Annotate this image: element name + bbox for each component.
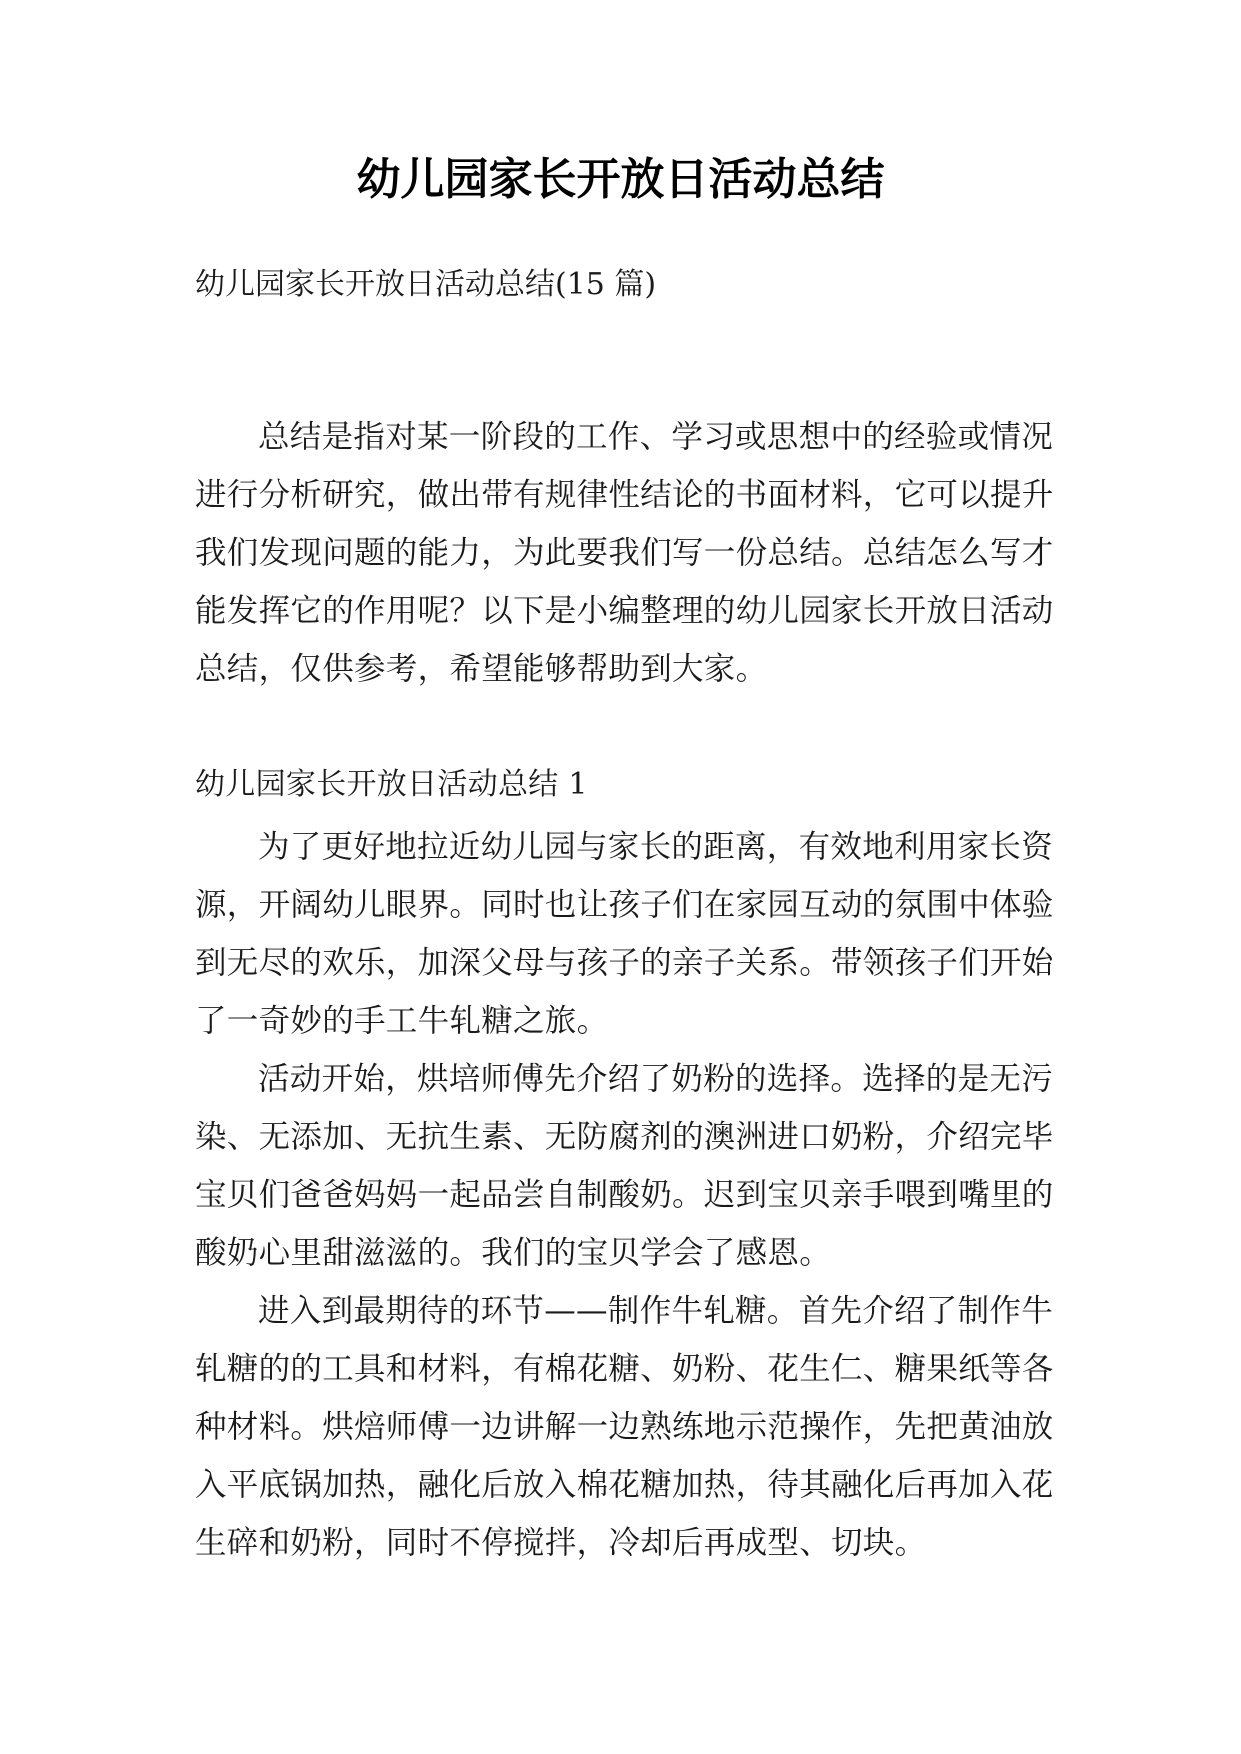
intro-paragraph: 总结是指对某一阶段的工作、学习或思想中的经验或情况进行分析研究，做出带有规律性结论的书面材料，它可以提升我们发现问题的能力，为此要我们写一份总结。总结怎么写才能发挥它的作用呢？以下是小编整理的幼儿园家长开放日活动总结，仅供参考，希望能够帮助到大家。: [195, 419, 1054, 687]
section-paragraph: 活动开始，烘培师傅先介绍了奶粉的选择。选择的是无污染、无添加、无抗生素、无防腐剂的澳洲进口奶粉，介绍完毕宝贝们爸爸妈妈一起品尝自制酸奶。迟到宝贝亲手喂到嘴里的酸奶心里甜滋滋的。我们的宝贝学会了感恩。: [195, 1061, 1054, 1271]
section-1: [195, 760, 1055, 1572]
section-paragraph: 进入到最期待的环节——制作牛轧糖。首先介绍了制作牛轧糖的的工具和材料，有棉花糖、奶粉、花生仁、糖果纸等各种材料。烘焙师傅一边讲解一边熟练地示范操作，先把黄油放入平底锅加热，融化后放入棉花糖加热，待其融化后再加入花生碎和奶粉，同时不停搅拌，冷却后再成型、切块。: [195, 1293, 1054, 1561]
intro-block: [195, 408, 1055, 698]
document-title: 幼儿园家长开放日活动总结: [356, 154, 885, 205]
document-subtitle: 幼儿园家长开放日活动总结(15 篇): [195, 267, 657, 302]
section-paragraph: 为了更好地拉近幼儿园与家长的距离，有效地利用家长资源，开阔幼儿眼界。同时也让孩子们在家园互动的氛围中体验到无尽的欢乐，加深父母与孩子的亲子关系。带领孩子们开始了一奇妙的手工牛轧糖之旅。: [195, 829, 1054, 1039]
section-heading: 幼儿园家长开放日活动总结 1: [195, 767, 588, 802]
